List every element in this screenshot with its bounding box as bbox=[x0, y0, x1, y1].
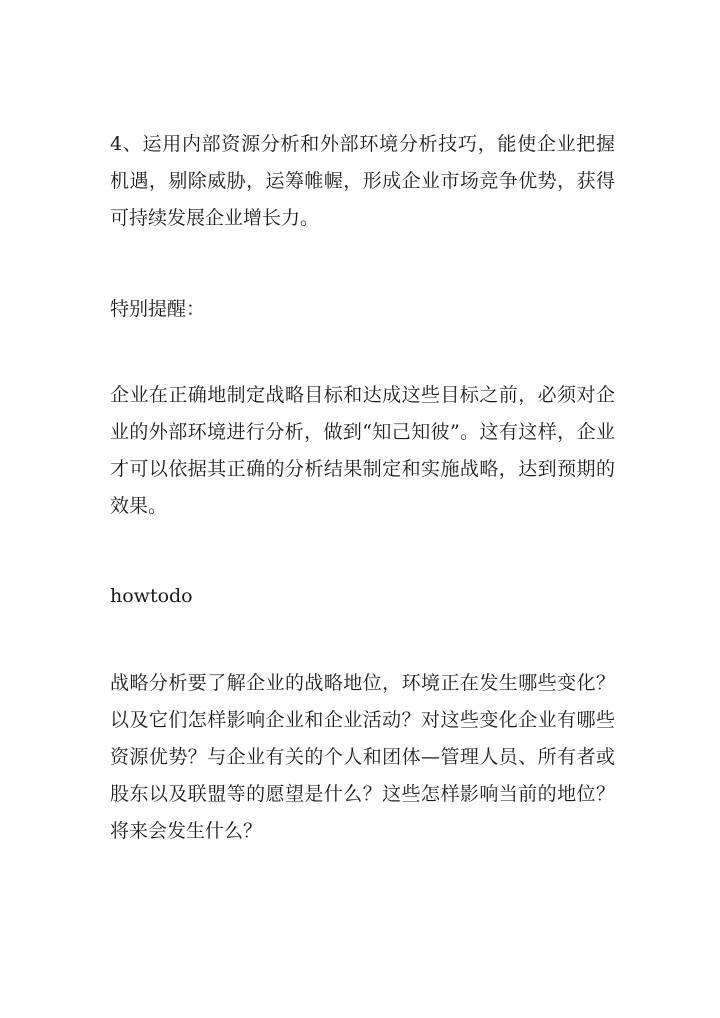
paragraph-growth-techniques: 4、运用内部资源分析和外部环境分析技巧，能使企业把握机遇，剔除威胁，运筹帷幄，形成企业市场竞争优势，获得可持续发展企业增长力。 bbox=[110, 133, 615, 229]
paragraph-strategic-analysis: 战略分析要了解企业的战略地位，环境正在发生哪些变化？以及它们怎样影响企业和企业活动？对这些变化企业有哪些资源优势？与企业有关的个人和团体—管理人员、所有者或股东以及联盟等的愿望是什么？这些怎样影响当前的地位？将来会发生什么？ bbox=[110, 672, 615, 842]
paragraph-special-reminder-heading: 特别提醒： bbox=[110, 298, 206, 320]
paragraph-howtodo: howtodo bbox=[110, 585, 193, 607]
paragraph-external-environment: 企业在正确地制定战略目标和达成这些目标之前，必须对企业的外部环境进行分析，做到“知己知彼”。这有这样，企业才可以依据其正确的分析结果制定和实施战略，达到预期的效果。 bbox=[110, 384, 615, 517]
